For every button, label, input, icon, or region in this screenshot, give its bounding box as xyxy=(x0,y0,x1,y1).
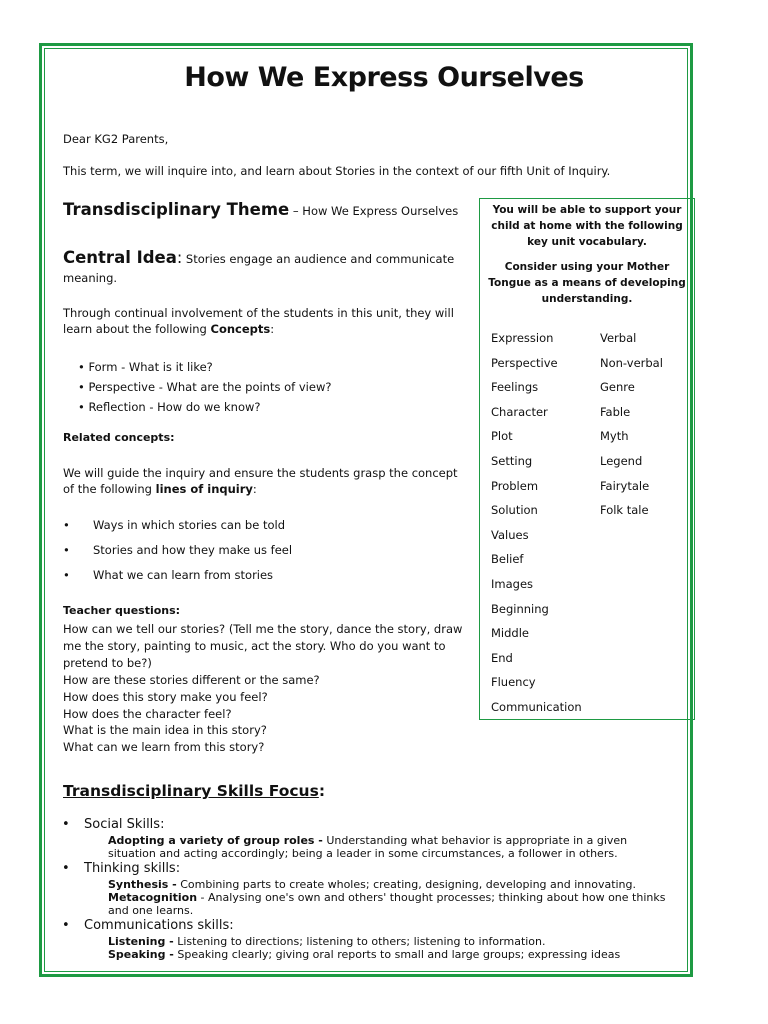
lines-intro: We will guide the inquiry and ensure the students grasp the concept of the following lines of inquiry: xyxy=(63,466,458,496)
page-title: How We Express Ourselves xyxy=(184,62,584,93)
vocab-word: Perspective xyxy=(491,355,558,370)
central-idea-text: Stories engage an audience and communicate meaning. xyxy=(63,252,455,285)
list-item: • Form - What is it like? xyxy=(78,360,213,374)
central-idea: Central Idea: Stories engage an audience and communicate meaning. xyxy=(63,248,455,285)
vocab-word: Genre xyxy=(600,380,635,395)
skills-heading: Transdisciplinary Skills Focus: xyxy=(63,782,326,800)
skills-list: • Social Skills: Adopting a variety of group roles - Understanding what behavior is appropriate in a given situation and acting accordingly; being a leader in some circumstances, a follower in others. • Thinking skills: Synthesis - Combining parts to create wholes; creating, designing, developing and innovating. Metacognition - Analysing one's own and others' thought processes; thinking about how one thinks and one learns. • Communications skills: Listening - Listening to directions; listening to others; listening to information. Speaking - Speaking clearly; giving oral reports to small and large groups; expressing ideas xyxy=(62,817,687,961)
vocab-word: Problem xyxy=(491,478,539,493)
list-item: • Thinking skills: xyxy=(62,861,181,876)
list-item: • Perspective - What are the points of view? xyxy=(78,380,332,394)
vocab-word: Solution xyxy=(491,503,538,518)
vocabulary-box xyxy=(479,198,695,720)
vocab-word: Fluency xyxy=(491,675,536,690)
greeting: Dear KG2 Parents, xyxy=(63,132,169,146)
vocab-word: Communication xyxy=(491,699,582,714)
theme-label: Transdisciplinary Theme xyxy=(63,200,290,219)
vocab-word: Values xyxy=(491,527,529,542)
vocab-word: Folk tale xyxy=(600,503,649,518)
vocab-word: Belief xyxy=(491,552,524,567)
vocab-intro: You will be able to support your child at home with the following key unit vocabulary. xyxy=(491,204,683,248)
vocab-word: Setting xyxy=(491,453,533,468)
mother-tongue-note: Consider using your Mother Tongue as a means of developing understanding. xyxy=(488,261,686,305)
vocab-word: Feelings xyxy=(491,380,539,395)
list-item: • Ways in which stories can be told xyxy=(63,518,285,532)
vocab-word: Fable xyxy=(600,404,631,419)
list-item: • Reflection - How do we know? xyxy=(78,400,261,414)
vocab-word: Middle xyxy=(491,626,529,641)
vocab-word: Expression xyxy=(491,331,554,345)
vocab-word: Myth xyxy=(600,429,629,444)
list-item: • What we can learn from stories xyxy=(63,568,274,582)
vocab-word: End xyxy=(491,650,513,665)
intro-text: This term, we will inquire into, and learn about Stories in the context of our fifth Unit of Inquiry. xyxy=(63,164,611,178)
vocab-word: Images xyxy=(491,576,534,591)
vocab-word: Verbal xyxy=(600,331,637,345)
theme-line xyxy=(63,200,458,219)
concepts-word: Concepts xyxy=(210,322,271,336)
teacher-questions-label: Teacher questions: xyxy=(63,604,181,617)
vocab-column-1 xyxy=(491,326,582,720)
vocab-word: Beginning xyxy=(491,601,549,616)
related-concepts-label: Related concepts: xyxy=(63,431,175,444)
vocab-word: Character xyxy=(491,404,548,419)
teacher-questions: How can we tell our stories? (Tell me the story, dance the story, draw me the story, painting to music, act the story. Who do you want to pretend to be?) How are these stories different or the same? How does this story make you feel? How does the character feel? What is the main idea in this story? What can we learn from this story? xyxy=(63,622,463,755)
vocab-word: Plot xyxy=(491,429,513,444)
list-item: • Stories and how they make us feel xyxy=(63,543,293,557)
concepts-list xyxy=(78,357,331,417)
list-item: • Communications skills: xyxy=(62,918,234,933)
vocab-word: Fairytale xyxy=(600,478,650,493)
central-idea-label: Central Idea xyxy=(63,248,177,267)
concepts-intro: Through continual involvement of the students in this unit, they will learn about the following Concepts: xyxy=(63,306,454,336)
list-item: • Social Skills: xyxy=(62,817,165,832)
lines-list xyxy=(63,517,292,592)
vocab-column-2 xyxy=(600,326,663,523)
vocab-word: Non-verbal xyxy=(600,355,663,370)
vocab-word: Legend xyxy=(600,453,643,468)
lines-word: lines of inquiry xyxy=(155,482,253,496)
theme-text: – How We Express Ourselves xyxy=(289,204,459,218)
